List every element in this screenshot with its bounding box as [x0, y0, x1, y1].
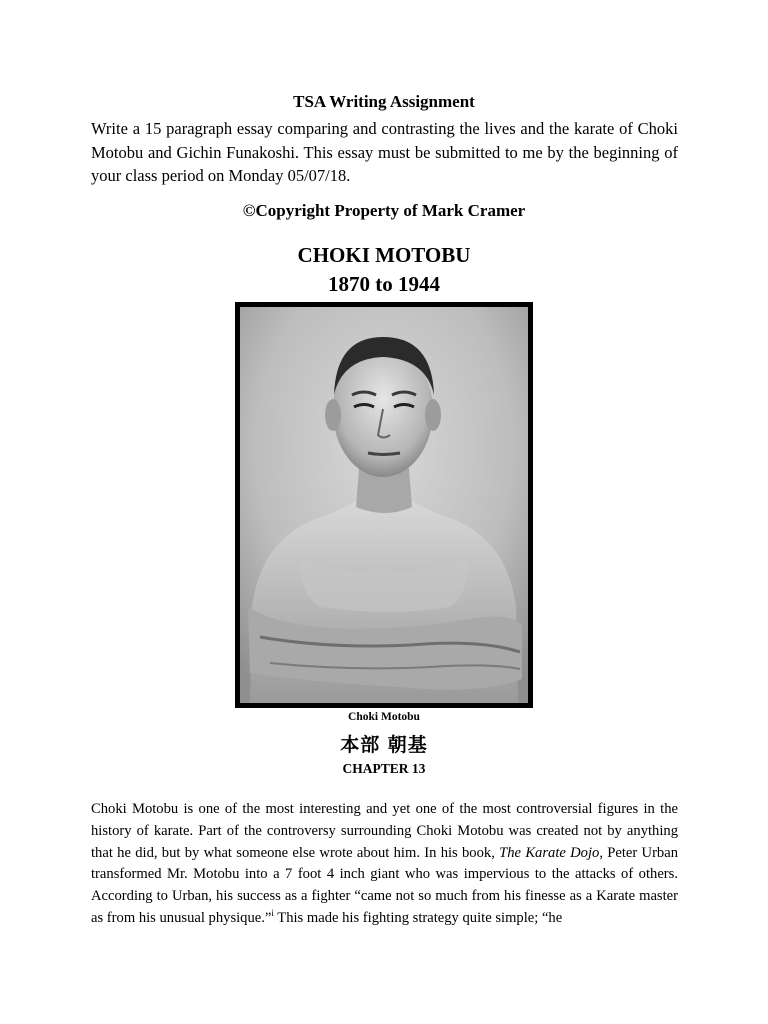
assignment-title: TSA Writing Assignment [293, 92, 475, 111]
body-paragraph [91, 799, 678, 930]
photo-caption: Choki Motobu [348, 711, 420, 723]
title-name: CHOKI MOTOBU [297, 243, 471, 267]
portrait-image [240, 307, 528, 703]
footnote-marker: i [271, 908, 274, 919]
title-years: 1870 to 1944 [328, 272, 440, 296]
assignment-body: Write a 15 paragraph essay comparing and contrasting the lives and the karate of Choki Motobu and Gichin Funakoshi. This essay must be submitted to me by the beginning of your class period on Monday 05/07/18. [91, 119, 678, 185]
page-title [0, 241, 768, 299]
paragraph-text-3: This made his fighting strategy quite simple; “he [273, 909, 563, 926]
kanji-name: 本部 朝基 [340, 734, 428, 756]
copyright-notice: ©Copyright Property of Mark Cramer [242, 201, 526, 220]
chapter-heading: CHAPTER 13 [342, 761, 426, 776]
paragraph-text-2: , Peter Urban transformed Mr. Motobu into a 7 foot 4 inch giant who was impervious to the attacks of others. According to Urban, his success as a fighter “came not so much from his finesse as a Karate master as from his unusual physique.” [91, 844, 679, 926]
book-title: The Karate Dojo [499, 844, 600, 861]
portrait-photo [235, 302, 533, 708]
paragraph-text-1: Choki Motobu is one of the most interesting and yet one of the most controversial figures in the history of karate. Part of the controversy surrounding Choki Motobu was created not by anything that he did, but by what someone else wrote about him. In his book, [91, 801, 678, 861]
